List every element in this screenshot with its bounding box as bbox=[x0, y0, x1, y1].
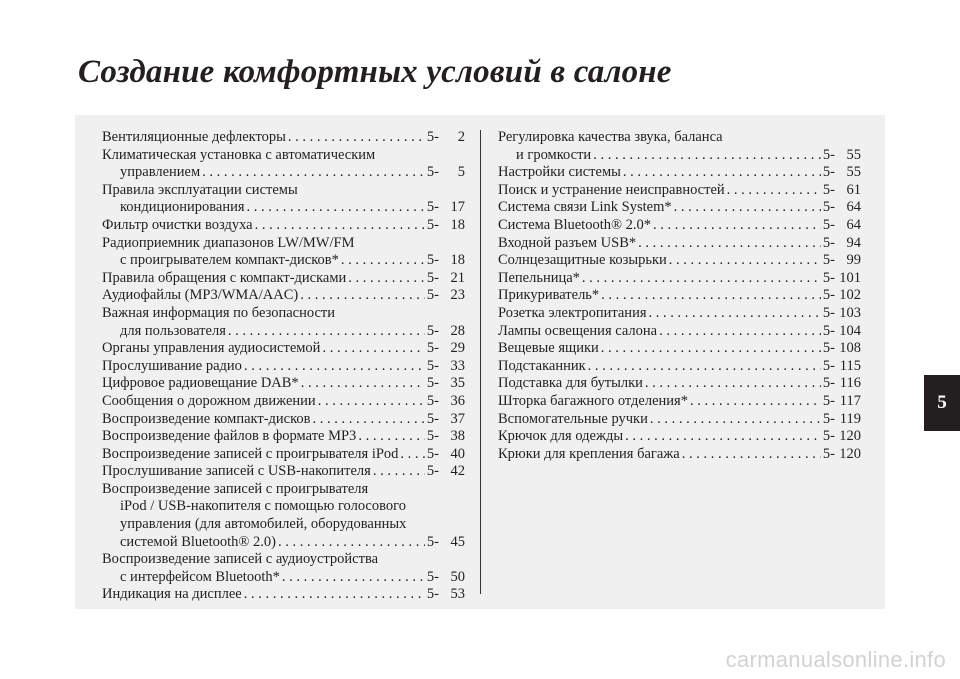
toc-entry-text: Солнцезащитные козырьки bbox=[498, 252, 667, 269]
toc-leader-dots bbox=[649, 305, 821, 323]
toc-entry-line bbox=[102, 340, 465, 358]
toc-leader-dots bbox=[247, 199, 425, 217]
toc-page-number: 40 bbox=[450, 445, 465, 462]
toc-leader-dots bbox=[593, 147, 821, 165]
chapter-tab bbox=[924, 375, 960, 431]
toc-page-number: 38 bbox=[450, 428, 465, 445]
toc-page-number: 18 bbox=[450, 216, 465, 233]
toc-entry-line bbox=[498, 147, 861, 165]
toc-entry-text: управления (для автомобилей, оборудованных bbox=[120, 516, 407, 533]
toc-page-number: 119 bbox=[839, 410, 861, 427]
toc-page-number: 61 bbox=[846, 181, 861, 198]
toc-entry-text: Розетка электропитания bbox=[498, 304, 647, 321]
toc-leader-dots bbox=[300, 287, 425, 305]
toc-section-number: 5- bbox=[426, 216, 439, 233]
toc-page-number: 50 bbox=[450, 568, 465, 585]
toc-section-number: 5- bbox=[822, 428, 835, 445]
toc-entry-text: Крюки для крепления багажа bbox=[498, 445, 680, 462]
toc-entry-text: с интерфейсом Bluetooth* bbox=[120, 568, 280, 585]
toc-section-number: 5- bbox=[822, 375, 835, 392]
toc-entry-line bbox=[498, 393, 861, 411]
toc-entry[interactable] bbox=[498, 287, 861, 305]
toc-entry-line bbox=[102, 375, 465, 393]
toc-entry-text: Воспроизведение компакт-дисков bbox=[102, 410, 311, 427]
toc-entry-line bbox=[498, 340, 861, 358]
toc-leader-dots bbox=[669, 252, 821, 270]
toc-entry-line bbox=[102, 129, 465, 147]
toc-leader-dots bbox=[244, 358, 425, 376]
toc-section-number: 5- bbox=[426, 428, 439, 445]
toc-entry-text: с проигрывателем компакт-дисков* bbox=[120, 252, 339, 269]
toc-leader-dots bbox=[348, 270, 425, 288]
toc-entry-line bbox=[102, 463, 465, 481]
toc-page-number: 102 bbox=[839, 287, 861, 304]
toc-entry-line bbox=[102, 551, 465, 569]
toc-leader-dots bbox=[322, 340, 424, 358]
toc-entry-line bbox=[102, 217, 465, 235]
toc-section-number: 5- bbox=[426, 269, 439, 286]
toc-entry[interactable] bbox=[102, 235, 465, 270]
toc-entry-line bbox=[498, 235, 861, 253]
toc-entry-text: управлением bbox=[120, 164, 201, 181]
toc-section-number: 5- bbox=[426, 445, 439, 462]
toc-entry-line bbox=[102, 569, 465, 587]
toc-page-number: 35 bbox=[450, 375, 465, 392]
toc-entry-text: кондиционирования bbox=[120, 199, 245, 216]
toc-entry-line bbox=[498, 323, 861, 341]
toc-entry-line bbox=[498, 270, 861, 288]
toc-entry[interactable] bbox=[498, 252, 861, 270]
toc-page-number: 29 bbox=[450, 340, 465, 357]
toc-page-number: 103 bbox=[839, 304, 861, 321]
toc-entry[interactable] bbox=[102, 340, 465, 358]
toc-page-number: 104 bbox=[839, 322, 861, 339]
toc-entry[interactable] bbox=[498, 340, 861, 358]
toc-section-number: 5- bbox=[426, 410, 439, 427]
toc-leader-dots bbox=[400, 446, 424, 464]
toc-page-number: 116 bbox=[839, 375, 861, 392]
toc-entry[interactable] bbox=[102, 446, 465, 464]
toc-entry-text: iPod / USB-накопителя с помощью голосового bbox=[120, 498, 406, 515]
toc-entry-line bbox=[498, 164, 861, 182]
toc-entry-line bbox=[102, 199, 465, 217]
toc-entry-text: системой Bluetooth® 2.0) bbox=[120, 533, 277, 550]
toc-entry[interactable] bbox=[102, 586, 465, 604]
toc-entry[interactable] bbox=[102, 428, 465, 446]
toc-entry-text: Воспроизведение записей с проигрывателя iPod bbox=[102, 445, 399, 462]
toc-page-number: 2 bbox=[457, 129, 465, 145]
toc-entry[interactable] bbox=[102, 463, 465, 481]
chapter-number: 5 bbox=[937, 392, 947, 413]
toc-entry-text: Индикация на дисплее bbox=[102, 586, 242, 603]
toc-entry-line bbox=[102, 252, 465, 270]
toc-entry-text: Крючок для одежды bbox=[498, 428, 624, 445]
toc-entry-text: Правила обращения с компакт-дисками bbox=[102, 269, 347, 286]
toc-leader-dots bbox=[282, 569, 425, 587]
toc-section-number: 5- bbox=[822, 304, 835, 321]
toc-leader-dots bbox=[601, 340, 821, 358]
toc-page-number: 99 bbox=[846, 252, 861, 269]
toc-entry-text: Радиоприемник диапазонов LW/MW/FM bbox=[102, 234, 355, 251]
toc-entry-line bbox=[498, 199, 861, 217]
toc-entry-line bbox=[102, 446, 465, 464]
toc-entry[interactable] bbox=[498, 358, 861, 376]
toc-entry[interactable] bbox=[102, 287, 465, 305]
toc-leader-dots bbox=[625, 428, 821, 446]
toc-page-number: 33 bbox=[450, 357, 465, 374]
toc-section-number: 5- bbox=[426, 357, 439, 374]
toc-entry-line bbox=[102, 428, 465, 446]
toc-leader-dots bbox=[653, 217, 821, 235]
toc-leader-dots bbox=[255, 217, 425, 235]
toc-entry-line bbox=[102, 323, 465, 341]
toc-entry-line bbox=[102, 358, 465, 376]
toc-entry[interactable] bbox=[102, 393, 465, 411]
toc-section-number: 5- bbox=[426, 129, 439, 145]
toc-entry-text: Входной разъем USB* bbox=[498, 234, 637, 251]
toc-section-number: 5- bbox=[822, 216, 835, 233]
toc-entry-line bbox=[498, 428, 861, 446]
toc-section-number: 5- bbox=[822, 252, 835, 269]
toc-section-number: 5- bbox=[822, 322, 835, 339]
toc-entry[interactable] bbox=[102, 270, 465, 288]
toc-leader-dots bbox=[601, 287, 821, 305]
toc-entry-text: Вспомогательные ручки bbox=[498, 410, 648, 427]
toc-entry-text: Система Bluetooth® 2.0* bbox=[498, 216, 651, 233]
toc-entry[interactable] bbox=[102, 411, 465, 429]
toc-entry-text: Цифровое радиовещание DAB* bbox=[102, 375, 299, 392]
toc-entry[interactable] bbox=[102, 129, 465, 147]
toc-page-number: 23 bbox=[450, 287, 465, 304]
toc-entry-line bbox=[102, 147, 465, 165]
toc-entry[interactable] bbox=[498, 446, 861, 464]
toc-section-number: 5- bbox=[822, 445, 835, 462]
toc-entry-line bbox=[102, 182, 465, 200]
toc-page-number: 117 bbox=[839, 392, 861, 409]
toc-entry[interactable] bbox=[498, 164, 861, 182]
toc-entry[interactable] bbox=[102, 551, 465, 586]
toc-entry-text: и громкости bbox=[516, 146, 592, 163]
toc-leader-dots bbox=[301, 375, 425, 393]
toc-page-number: 120 bbox=[839, 445, 861, 462]
toc-leader-dots bbox=[659, 323, 821, 341]
toc-page-number: 18 bbox=[450, 252, 465, 269]
toc-entry-line bbox=[102, 164, 465, 182]
toc-page-number: 55 bbox=[846, 146, 861, 163]
toc-section-number: 5- bbox=[822, 340, 835, 357]
toc-entry-line bbox=[498, 129, 861, 147]
toc-section-number: 5- bbox=[822, 234, 835, 251]
toc-entry-text: Сообщения о дорожном движении bbox=[102, 392, 316, 409]
toc-entry[interactable] bbox=[102, 358, 465, 376]
toc-leader-dots bbox=[202, 164, 425, 182]
toc-leader-dots bbox=[638, 235, 821, 253]
toc-entry-line bbox=[102, 481, 465, 499]
toc-entry-text: Вещевые ящики bbox=[498, 340, 599, 357]
toc-page-number: 55 bbox=[846, 164, 861, 181]
toc-leader-dots bbox=[650, 411, 821, 429]
toc-entry-text: Поиск и устранение неисправностей bbox=[498, 181, 725, 198]
toc-entry[interactable] bbox=[498, 411, 861, 429]
toc-entry[interactable] bbox=[102, 305, 465, 340]
toc-page-number: 37 bbox=[450, 410, 465, 427]
toc-entry[interactable] bbox=[498, 305, 861, 323]
toc-entry-text: Важная информация по безопасности bbox=[102, 304, 335, 321]
toc-page-number: 94 bbox=[846, 234, 861, 251]
toc-section-number: 5- bbox=[822, 164, 835, 181]
toc-section-number: 5- bbox=[426, 392, 439, 409]
toc-entry-text: Климатическая установка с автоматическим bbox=[102, 146, 376, 163]
toc-entry-line bbox=[498, 252, 861, 270]
toc-entry-text: Прикуриватель* bbox=[498, 287, 600, 304]
toc-leader-dots bbox=[727, 182, 821, 200]
toc-entry-line bbox=[102, 393, 465, 411]
toc-entry-line bbox=[102, 287, 465, 305]
toc-section-number: 5- bbox=[426, 375, 439, 392]
toc-entry-line bbox=[102, 586, 465, 604]
toc-page-number: 115 bbox=[839, 357, 861, 374]
toc-leader-dots bbox=[623, 164, 821, 182]
toc-section-number: 5- bbox=[822, 357, 835, 374]
toc-page-number: 108 bbox=[839, 340, 861, 357]
toc-entry-line bbox=[102, 534, 465, 552]
toc-leader-dots bbox=[313, 411, 425, 429]
toc-page-number: 28 bbox=[450, 322, 465, 339]
toc-leader-dots bbox=[582, 270, 821, 288]
toc-section-number: 5- bbox=[822, 146, 835, 163]
toc-section-number: 5- bbox=[426, 322, 439, 339]
toc-entry-text: Воспроизведение файлов в формате MP3 bbox=[102, 428, 357, 445]
toc-section-number: 5- bbox=[426, 463, 439, 480]
toc-section-number: 5- bbox=[822, 392, 835, 409]
toc-entry-text: Воспроизведение записей с аудиоустройства bbox=[102, 551, 379, 568]
toc-entry-text: Регулировка качества звука, баланса bbox=[498, 129, 723, 145]
toc-entry-line bbox=[498, 375, 861, 393]
watermark: carmanualsonline.info bbox=[725, 647, 946, 672]
toc-page-number: 64 bbox=[846, 216, 861, 233]
toc-entry-line bbox=[102, 498, 465, 516]
toc-page-number: 53 bbox=[450, 586, 465, 603]
toc-entry[interactable] bbox=[498, 199, 861, 217]
page-title: Создание комфортных условий в салоне bbox=[78, 54, 672, 90]
toc-entry-line bbox=[102, 270, 465, 288]
toc-entry-text: Прослушивание записей с USB-накопителя bbox=[102, 463, 371, 480]
toc-entry[interactable] bbox=[498, 217, 861, 235]
toc-entry-text: Настройки системы bbox=[498, 164, 621, 181]
toc-page-number: 36 bbox=[450, 392, 465, 409]
toc-entry-line bbox=[102, 411, 465, 429]
toc-section-number: 5- bbox=[426, 164, 439, 181]
toc-entry[interactable] bbox=[498, 235, 861, 253]
toc-section-number: 5- bbox=[426, 199, 439, 216]
toc-entry-text: Прослушивание радио bbox=[102, 357, 242, 374]
toc-leader-dots bbox=[244, 586, 425, 604]
toc-entry-text: Фильтр очистки воздуха bbox=[102, 216, 253, 233]
toc-leader-dots bbox=[358, 428, 425, 446]
toc-entry[interactable] bbox=[102, 182, 465, 217]
toc-section-number: 5- bbox=[822, 410, 835, 427]
toc-entry-text: Аудиофайлы (MP3/WMA/AAC) bbox=[102, 287, 299, 304]
toc-page-number: 17 bbox=[450, 199, 465, 216]
toc-section-number: 5- bbox=[426, 586, 439, 603]
toc-entry-text: для пользователя bbox=[120, 322, 226, 339]
toc-entry-text: Органы управления аудиосистемой bbox=[102, 340, 321, 357]
toc-entry-text: Правила эксплуатации системы bbox=[102, 181, 298, 198]
toc-leader-dots bbox=[288, 129, 425, 147]
toc-leader-dots bbox=[690, 393, 821, 411]
toc-page-number: 42 bbox=[450, 463, 465, 480]
toc-entry[interactable] bbox=[102, 375, 465, 393]
toc-entry-text: Подстаканник bbox=[498, 357, 586, 374]
toc-entry-text: Вентиляционные дефлекторы bbox=[102, 129, 286, 145]
toc-entry[interactable] bbox=[102, 481, 465, 551]
toc-entry-text: Шторка багажного отделения* bbox=[498, 392, 688, 409]
toc-entry[interactable] bbox=[498, 129, 861, 164]
toc-section-number: 5- bbox=[426, 533, 439, 550]
toc-leader-dots bbox=[682, 446, 821, 464]
toc-entry-line bbox=[102, 516, 465, 534]
toc-entry-text: Пепельница* bbox=[498, 269, 580, 286]
toc-entry[interactable] bbox=[498, 182, 861, 200]
toc-entry-text: Воспроизведение записей с проигрывателя bbox=[102, 480, 369, 497]
toc-section-number: 5- bbox=[426, 568, 439, 585]
toc-entry-line bbox=[498, 305, 861, 323]
toc-leader-dots bbox=[588, 358, 821, 376]
toc-leader-dots bbox=[318, 393, 425, 411]
toc-leader-dots bbox=[228, 323, 425, 341]
toc-left-column bbox=[102, 129, 465, 604]
toc-entry[interactable] bbox=[102, 147, 465, 182]
toc-page-number: 45 bbox=[450, 533, 465, 550]
toc-page-number: 101 bbox=[839, 269, 861, 286]
toc-entry[interactable] bbox=[498, 428, 861, 446]
toc-page-number: 21 bbox=[450, 269, 465, 286]
toc-page-number: 5 bbox=[457, 164, 465, 181]
toc-leader-dots bbox=[341, 252, 425, 270]
toc-entry-line bbox=[102, 305, 465, 323]
toc-leader-dots bbox=[645, 375, 821, 393]
toc-entry[interactable] bbox=[498, 270, 861, 288]
toc-section-number: 5- bbox=[822, 199, 835, 216]
toc-leader-dots bbox=[373, 463, 425, 481]
toc-leader-dots bbox=[278, 534, 425, 552]
toc-entry-text: Подставка для бутылки bbox=[498, 375, 643, 392]
toc-entry-line bbox=[498, 358, 861, 376]
toc-section-number: 5- bbox=[822, 181, 835, 198]
toc-section-number: 5- bbox=[426, 252, 439, 269]
toc-page-number: 120 bbox=[839, 428, 861, 445]
toc-section-number: 5- bbox=[822, 269, 835, 286]
toc-section-number: 5- bbox=[822, 287, 835, 304]
toc-entry-line bbox=[498, 411, 861, 429]
toc-entry-line bbox=[498, 446, 861, 464]
toc-entry[interactable] bbox=[498, 375, 861, 393]
toc-right-column bbox=[498, 129, 861, 463]
toc-entry-text: Лампы освещения салона bbox=[498, 322, 658, 339]
toc-entry-line bbox=[498, 287, 861, 305]
toc-leader-dots bbox=[674, 199, 821, 217]
toc-entry-line bbox=[498, 182, 861, 200]
column-divider bbox=[480, 130, 481, 594]
toc-entry[interactable] bbox=[498, 393, 861, 411]
toc-entry-text: Система связи Link System* bbox=[498, 199, 672, 216]
toc-section-number: 5- bbox=[426, 340, 439, 357]
toc-page-number: 64 bbox=[846, 199, 861, 216]
toc-entry-line bbox=[498, 217, 861, 235]
toc-entry-line bbox=[102, 235, 465, 253]
toc-entry[interactable] bbox=[102, 217, 465, 235]
toc-section-number: 5- bbox=[426, 287, 439, 304]
toc-entry[interactable] bbox=[498, 323, 861, 341]
